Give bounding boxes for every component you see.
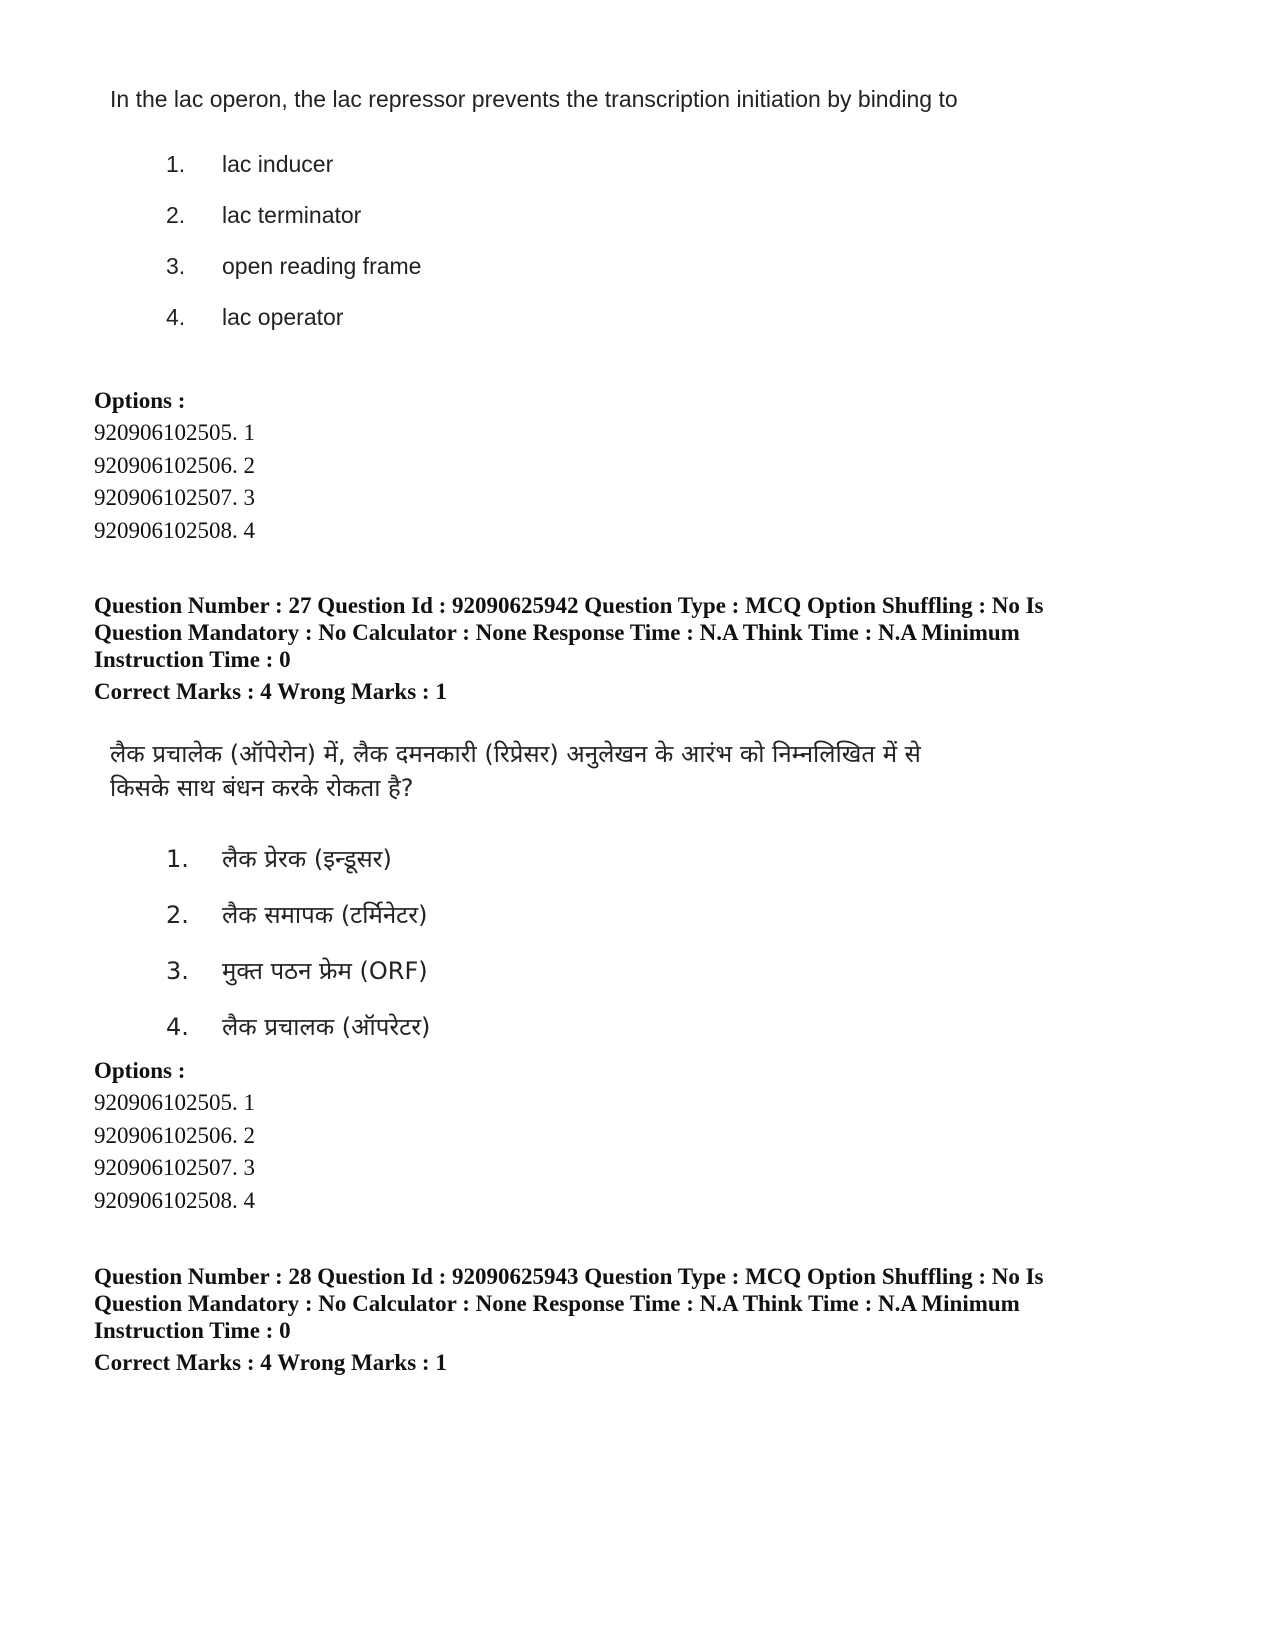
choice-item [110, 190, 1010, 241]
option-line: 920906102505. 1 [94, 420, 255, 445]
options-block [94, 385, 255, 547]
choice-item [110, 887, 1010, 943]
choice-list [110, 139, 1010, 343]
choice-text: lac terminator [222, 202, 362, 228]
choice-item [110, 831, 1010, 887]
option-line: 920906102508. 4 [94, 517, 255, 543]
question-stem: In the lac operon, the lac repressor prevents the transcription initiation by binding to [110, 86, 958, 112]
option-line: 920906102506. 2 [94, 1122, 255, 1148]
choice-number: 2. [166, 901, 189, 929]
choice-item [110, 139, 1010, 190]
option-line: 920906102507. 3 [94, 485, 255, 510]
choice-text: मुक्त पठन फ्रेम (ORF) [222, 957, 428, 985]
choice-item [110, 241, 1010, 292]
options-label: Options : [94, 388, 186, 413]
choice-text: लैक प्रचालक (ऑपरेटर) [222, 1013, 431, 1041]
option-line: 920906102507. 3 [94, 1155, 255, 1180]
choice-number: 4. [166, 304, 186, 330]
question-image-english [110, 86, 1010, 343]
question-meta: Question Number : 28 Question Id : 92090625943 Question Type : MCQ Option Shuffling : No Is Question Mandatory : No Calculator : None Response Time : N.A Think Time : N.A Minimum Instruction Time : 0 [94, 1264, 1044, 1343]
choice-text: open reading frame [222, 253, 422, 279]
choice-number: 3. [166, 253, 186, 279]
choice-list [110, 831, 1010, 1055]
choice-item [110, 943, 1010, 999]
options-block [94, 1055, 255, 1217]
choice-number: 1. [166, 845, 189, 873]
question-marks: Correct Marks : 4 Wrong Marks : 1 [94, 1350, 447, 1375]
choice-text: lac operator [222, 304, 344, 330]
choice-number: 1. [166, 151, 186, 177]
question-meta: Question Number : 27 Question Id : 92090625942 Question Type : MCQ Option Shuffling : No Is Question Mandatory : No Calculator : None Response Time : N.A Think Time : N.A Minimum Instruction Time : 0 [94, 593, 1044, 672]
question-marks: Correct Marks : 4 Wrong Marks : 1 [94, 679, 447, 704]
option-line: 920906102505. 1 [94, 1090, 255, 1115]
choice-number: 2. [166, 202, 186, 228]
option-line: 920906102508. 4 [94, 1187, 255, 1213]
question-meta-block [94, 592, 1094, 705]
choice-item [110, 292, 1010, 343]
choice-text: लैक प्रेरक (इन्डूसर) [222, 845, 392, 873]
question-meta-block [94, 1263, 1094, 1376]
choice-text: lac inducer [222, 151, 334, 177]
question-stem-hindi: लैक प्रचालेक (ऑपेरोन) में, लैक दमनकारी (रिप्रेसर) अनुलेखन के आरंभ को निम्नलिखित में से किसके साथ बंधन करके रोकता है? [110, 740, 921, 802]
choice-item [110, 999, 1010, 1055]
choice-number: 3. [166, 957, 189, 985]
option-line: 920906102506. 2 [94, 452, 255, 478]
question-image-hindi [110, 737, 1010, 1055]
options-label: Options : [94, 1058, 186, 1083]
choice-number: 4. [166, 1013, 189, 1041]
choice-text: लैक समापक (टर्मिनेटर) [222, 901, 428, 929]
